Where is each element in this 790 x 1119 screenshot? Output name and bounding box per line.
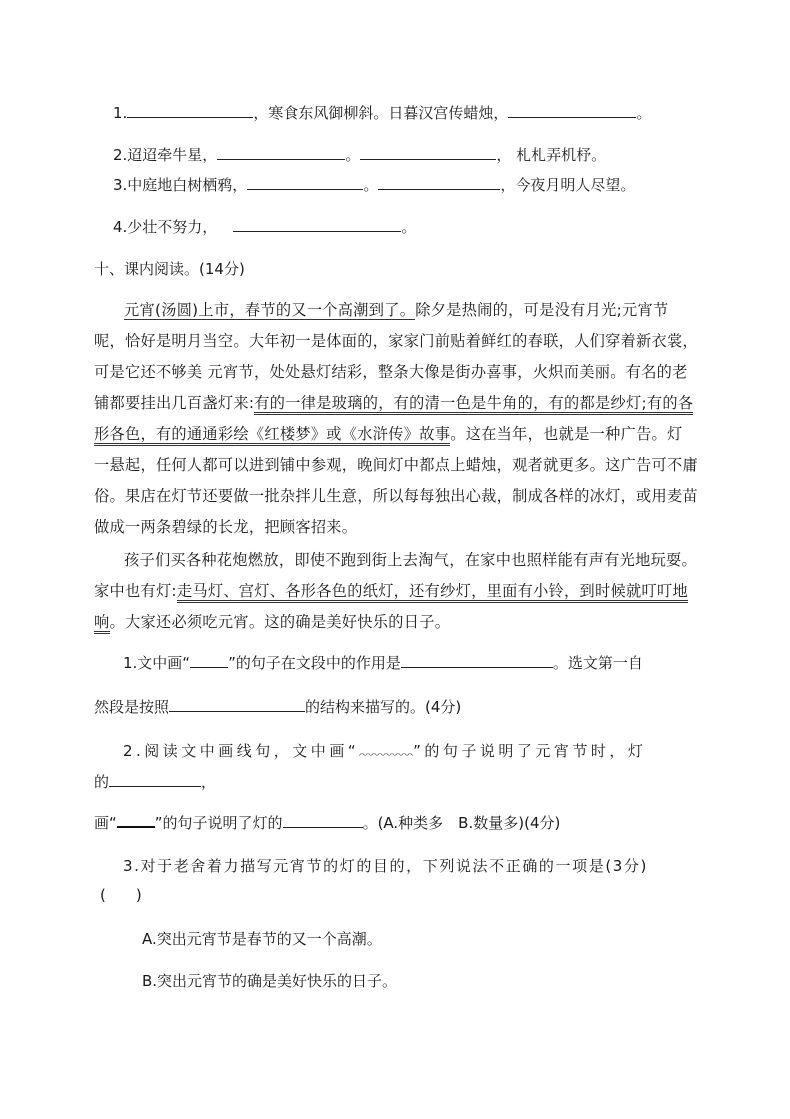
q3-text-b: ( ) (100, 886, 142, 904)
question-1-line-2 (94, 696, 461, 717)
q3-text-a: 3.对于老舍着力描写元宵节的灯的目的，下列说法不正确的一项是(3分) (123, 857, 648, 875)
q1-end: 。 (636, 104, 652, 122)
question-2-blank-2[interactable] (283, 812, 363, 828)
passage-paragraph-2 (94, 545, 698, 638)
question-2-line-3 (94, 812, 560, 833)
question-2-blank-1[interactable] (109, 771, 201, 787)
poem-q2 (113, 144, 606, 165)
passage-paragraph-1 (94, 295, 698, 543)
question-3-answer-parens[interactable] (100, 884, 142, 905)
q1-blank-2[interactable] (508, 102, 636, 118)
q1-mid: ，寒食东风御柳斜。日暮汉宫传蜡烛， (253, 104, 509, 122)
q2-mid: 。 (345, 146, 361, 164)
passage-sentence-underlined-double: 走马灯、宫灯、各形各色的纸灯，还有纱灯，里面有小铃，到时候就叮叮地响 (94, 582, 688, 634)
q3-end: ，今夜月明人尽望。 (500, 176, 636, 194)
question-2-line-1 (123, 740, 646, 761)
q3-opt-a: A.突出元宵节是春节的又一个高潮。 (142, 930, 382, 948)
passage-sentence: 除夕是热闹的，可是没有月光;元宵节呢，恰好是明月当空。大年初一是体面的，家家门前贴着鲜红的春联，人们穿着新衣裳，可是它还不够美 元宵节，处处悬灯结彩，整条大像是街办喜事，火炽而美丽。有名的老铺都要挂出几百盏灯来: (94, 301, 699, 412)
wavy-underline-sample (359, 750, 413, 756)
question-2-line-2 (94, 771, 216, 792)
question-1-blank-1[interactable] (401, 652, 553, 668)
q2-text-a: 2.阅读文中画线句，文中画“ (123, 742, 360, 760)
q2-text-d: ， (201, 773, 217, 791)
passage-sentence: 。大家还必须吃元宵。这的确是美好快乐的日子。 (109, 613, 451, 631)
passage-sentence: 。这在当年，也就是一种广告。灯一悬起，任何人都可以进到铺中参观，晚间灯中都点上蜡烛，观者就更多。这广告可不庸俗。果店在灯节还要做一批杂拌儿生意，所以每每独出心裁，制成各样的冰灯，或用麦苗做成一两条碧绿的长龙，把顾客招来。 (94, 425, 699, 536)
poem-q4 (113, 216, 416, 237)
q1-text-d: 然段是按照 (94, 698, 170, 716)
q2-end: ， 札札弄机杼。 (496, 146, 607, 164)
section-title: 十、课内阅读。(14分) (94, 260, 245, 278)
poem-q1 (113, 102, 651, 123)
q3-blank-2[interactable] (378, 174, 500, 190)
q1-prefix: 1. (113, 104, 128, 122)
q2-text-b: ”的句子说明了元宵节时，灯 (413, 742, 647, 760)
q2-text-f: ”的句子说明了灯的 (154, 814, 283, 832)
passage-sentence: 孩子们买各种花炮燃放，即使不跑到街上去淘气，在家中也照样能有声有光地玩耍。家中也有灯: (94, 551, 698, 600)
question-3-option-a[interactable] (142, 928, 382, 949)
question-3-line-1 (123, 855, 648, 876)
passage-sentence-underlined-thin: 元宵(汤圆)上市，春节的又一个高潮到了。 (124, 301, 416, 319)
q2-text-e: 画“ (94, 814, 117, 832)
q2-prefix: 2.迢迢牵牛星， (113, 146, 218, 164)
q1-text-e: 的结构来描写的。(4分) (305, 698, 462, 716)
thin-underline-sample (190, 653, 228, 668)
q2-text-g: 。(A.种类多 B.数量多)(4分) (362, 814, 561, 832)
poem-q3 (113, 174, 635, 195)
question-1-line-1 (123, 652, 643, 673)
q4-end: 。 (401, 218, 417, 236)
double-underline-sample (117, 812, 155, 828)
q3-opt-b: B.突出元宵节的确是美好快乐的日子。 (142, 972, 398, 990)
question-3-option-b[interactable] (142, 970, 397, 991)
q4-blank-1[interactable] (233, 216, 401, 232)
passage-sentence-underlined-double: 有的一律是玻璃的，有的清一色是牛角的，有的都是纱灯;有的各形各色，有的通通彩绘《红楼梦》或《水浒传》故事 (94, 394, 693, 446)
q1-blank-1[interactable] (127, 102, 253, 118)
q3-prefix: 3.中庭地白树栖鸦， (113, 176, 248, 194)
q1-text-c: 。选文第一自 (552, 654, 643, 672)
q2-text-c: 的 (94, 773, 110, 791)
q3-blank-1[interactable] (247, 174, 363, 190)
q1-text-b: ”的句子在文段中的作用是 (228, 654, 401, 672)
q1-text-a: 1.文中画“ (123, 654, 191, 672)
q2-blank-1[interactable] (217, 144, 345, 160)
q3-mid: 。 (363, 176, 379, 194)
q2-blank-2[interactable] (360, 144, 496, 160)
question-1-blank-2[interactable] (169, 696, 305, 712)
q4-prefix: 4.少壮不努力， (113, 218, 218, 236)
